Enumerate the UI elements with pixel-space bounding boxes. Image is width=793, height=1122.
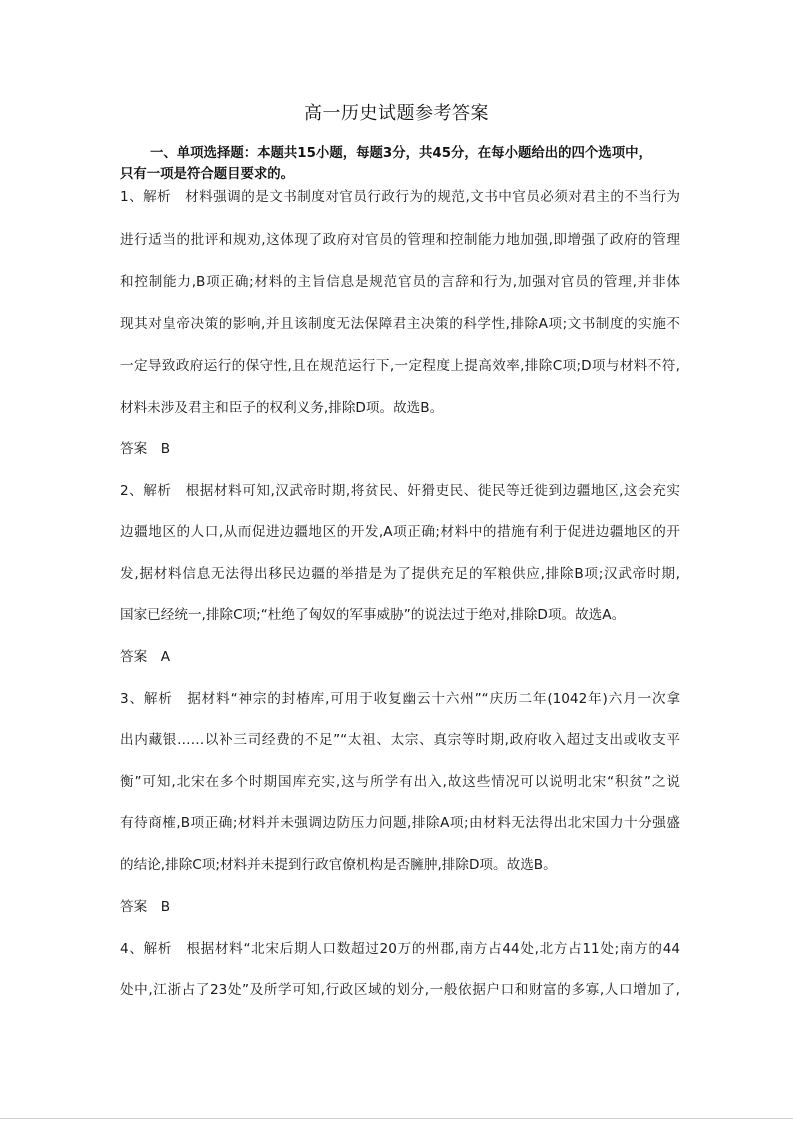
q1-line-5: 一定导致政府运行的保守性,且在规范运行下,一定程度上提高效率,排除C项;D项与材料不符, (120, 358, 680, 374)
q2-line-1: 2、解析 根据材料可知,汉武帝时期,将贫民、奸猾吏民、徙民等迁徙到边疆地区,这会充实 (120, 483, 680, 499)
q4-line-2: 处中,江浙占了23处”及所学可知,行政区域的划分,一般依据户口和财富的多寡,人口增加了, (120, 982, 680, 998)
q2-line-2: 边疆地区的人口,从而促进边疆地区的开发,A项正确;材料中的措施有利于促进边疆地区的开 (120, 524, 680, 540)
q1-answer: 答案 B (120, 441, 171, 457)
section-heading (120, 143, 680, 185)
q3-line-2: 出内藏银……以补三司经费的不足”“太祖、太宗、真宗等时期,政府收入超过支出或收支平 (120, 732, 680, 748)
q1-line-1: 1、解析 材料强调的是文书制度对官员行政行为的规范,文书中官员必须对君主的不当行为 (120, 189, 680, 205)
q3-answer: 答案 B (120, 899, 171, 915)
q2-answer: 答案 A (120, 649, 171, 665)
q3-line-4: 有待商榷,B项正确;材料并未强调边防压力问题,排除A项;由材料无法得出北宋国力十分强盛 (120, 815, 680, 831)
page-title: 高一历史试题参考答案 (304, 103, 489, 124)
q1-line-3: 和控制能力,B项正确;材料的主旨信息是规范官员的言辞和行为,加强对官员的管理,并非体 (120, 274, 680, 290)
q3-line-3: 衡”可知,北宋在多个时期国库充实,这与所学有出入,故这些情况可以说明北宋“积贫”之说 (120, 774, 680, 790)
q1-line-2: 进行适当的批评和规劝,这体现了政府对官员的管理和控制能力地加强,即增强了政府的管理 (120, 232, 680, 248)
section-heading-line-2: 只有一项是符合题目要求的。 (120, 167, 295, 182)
section-heading-line-1: 一、单项选择题：本题共15小题，每题3分，共45分，在每小题给出的四个选项中， (150, 146, 652, 161)
q1-line-6: 材料未涉及君主和臣子的权利义务,排除D项。故选B。 (120, 400, 444, 416)
q3-line-5: 的结论,排除C项;材料并未提到行政官僚机构是否臃肿,排除D项。故选B。 (120, 857, 557, 873)
q2-line-3: 发,据材料信息无法得出移民边疆的举措是为了提供充足的军粮供应,排除B项;汉武帝时期, (120, 566, 680, 582)
footer-rule (0, 1118, 793, 1119)
q4-line-1: 4、解析 根据材料“北宋后期人口数超过20万的州郡,南方占44处,北方占11处;南方的44 (120, 941, 680, 957)
q1-line-4: 现其对皇帝决策的影响,并且该制度无法保障君主决策的科学性,排除A项;文书制度的实施不 (120, 316, 680, 332)
q2-line-4: 国家已经统一,排除C项;“杜绝了匈奴的军事威胁”的说法过于绝对,排除D项。故选A。 (120, 607, 626, 623)
q3-line-1: 3、解析 据材料“神宗的封椿库,可用于收复幽云十六州”“庆历二年(1042年)六月一次拿 (120, 691, 680, 707)
